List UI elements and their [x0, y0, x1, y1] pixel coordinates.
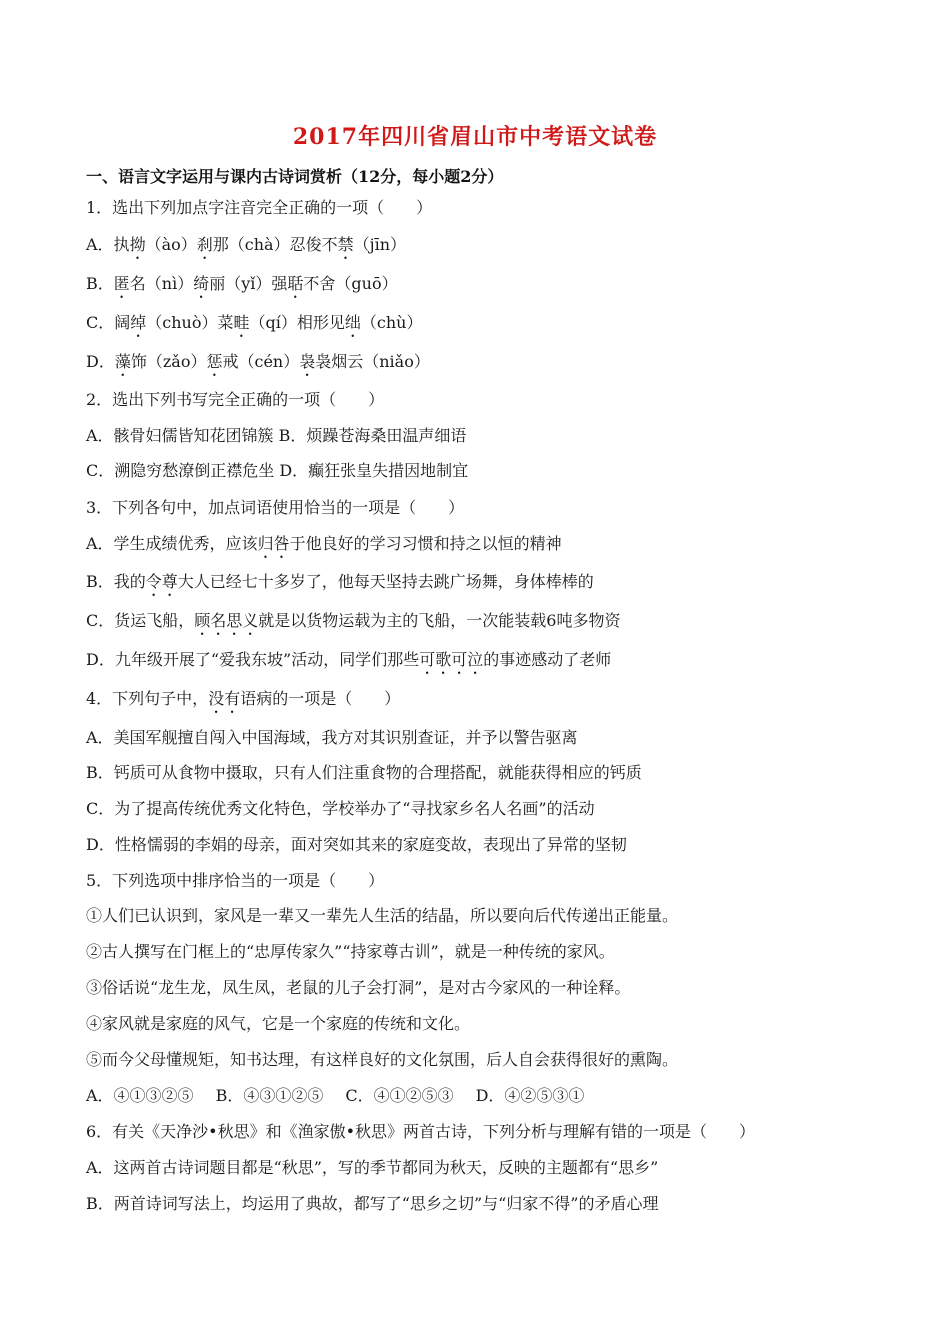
q1-option-a: A．执拗（ào）刹那（chà）忍俊不禁（jīn）	[86, 235, 406, 254]
q2-options-cd: C．溯隐穷愁潦倒正襟危坐 D．癫狂张皇失措因地制宜	[86, 461, 469, 480]
q3-option-c: C．货运飞船，顾名思义就是以货物运载为主的飞船，一次能装载6吨多物资	[86, 611, 621, 630]
q5-options	[86, 1086, 886, 1106]
q5-sentence-3: ③俗话说“龙生龙，凤生凤，老鼠的儿子会打洞”，是对古今家风的一种诠释。	[86, 978, 631, 997]
q3-option-d: D．九年级开展了“爱我东坡”活动，同学们那些可歌可泣的事迹感动了老师	[86, 650, 612, 669]
q4-option-d: D．性格懦弱的李娟的母亲，面对突如其来的家庭变故，表现出了异常的坚韧	[86, 835, 627, 854]
q5-option-b: B．④③①②⑤	[215, 1086, 324, 1105]
q4-stem: 4．下列句子中，没有语病的一项是（ ）	[86, 689, 401, 708]
q6-option-a: A．这两首古诗词题目都是“秋思”，写的季节都同为秋天，反映的主题都有“思乡”	[86, 1158, 659, 1177]
q3-option-a: A．学生成绩优秀，应该归咎于他良好的学习习惯和持之以恒的精神	[86, 534, 562, 553]
q4-option-c: C．为了提高传统优秀文化特色，学校举办了“寻找家乡名人名画”的活动	[86, 799, 595, 818]
q5-option-c: C．④①②⑤③	[345, 1086, 454, 1105]
q5-sentence-2: ②古人撰写在门框上的“忠厚传家久”“持家尊古训”，就是一种传统的家风。	[86, 942, 615, 961]
page-title: 2017年四川省眉山市中考语文试卷	[292, 124, 658, 150]
q3-option-b: B．我的令尊大人已经七十多岁了，他每天坚持去跳广场舞，身体棒棒的	[86, 572, 594, 591]
q1-option-c: C．阔绰（chuò）菜畦（qí）相形见绌（chù）	[86, 313, 423, 332]
q2-options-ab: A．骸骨妇儒皆知花团锦簇 B．烦躁苍海桑田温声细语	[86, 426, 467, 445]
q4-option-a: A．美国军舰擅自闯入中国海域，我方对其识别查证，并予以警告驱离	[86, 728, 578, 747]
q5-sentence-5: ⑤而今父母懂规矩，知书达理，有这样良好的文化氛围，后人自会获得很好的熏陶。	[86, 1050, 679, 1069]
q5-option-d: D．④②⑤③①	[475, 1086, 585, 1105]
q6-option-b: B．两首诗词写法上，均运用了典故，都写了“思乡之切”与“归家不得”的矛盾心理	[86, 1194, 659, 1213]
q5-sentence-1: ①人们已认识到，家风是一辈又一辈先人生活的结晶，所以要向后代传递出正能量。	[86, 906, 679, 925]
q5-stem: 5．下列选项中排序恰当的一项是（ ）	[86, 871, 385, 890]
q1-option-d: D．藻饰（zǎo）惩戒（cén）袅袅烟云（niǎo）	[86, 352, 430, 371]
q1-option-b: B．匿名（nì）绮丽（yǐ）强聒不舍（guō）	[86, 274, 398, 293]
q2-stem: 2．选出下列书写完全正确的一项（ ）	[86, 390, 385, 409]
section-heading: 一、语言文字运用与课内古诗词赏析（12分，每小题2分）	[86, 167, 504, 186]
q5-sentence-4: ④家风就是家庭的风气，它是一个家庭的传统和文化。	[86, 1014, 471, 1033]
q4-option-b: B．钙质可从食物中摄取，只有人们注重食物的合理搭配，就能获得相应的钙质	[86, 763, 642, 782]
q5-option-a: A．④①③②⑤	[86, 1086, 194, 1105]
q6-stem: 6．有关《天净沙•秋思》和《渔家傲•秋思》两首古诗，下列分析与理解有错的一项是（ ）	[86, 1122, 756, 1141]
q3-stem: 3．下列各句中，加点词语使用恰当的一项是（ ）	[86, 498, 465, 517]
q1-stem: 1．选出下列加点字注音完全正确的一项（ ）	[86, 198, 433, 217]
